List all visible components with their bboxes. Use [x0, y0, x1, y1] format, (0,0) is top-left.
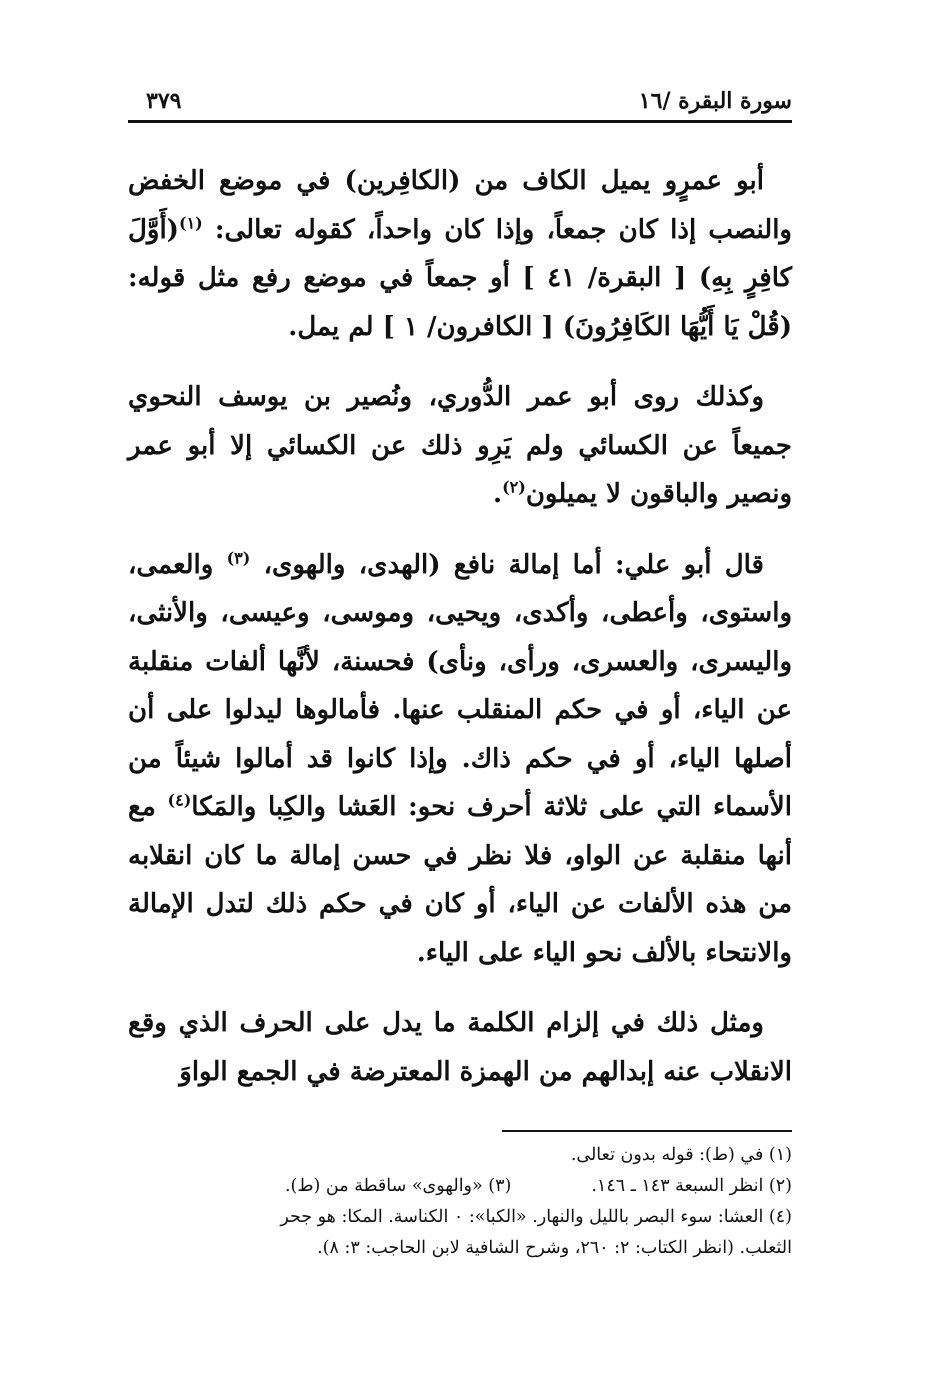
main-text — [128, 157, 792, 1096]
paragraph-3 — [128, 541, 792, 978]
text-segment: (أَوَّلَ كافِرٍ بِهِ) [ البقرة/ ٤١ ] أو جمعاً في موضع رفع مثل قوله: (قُلْ يَا أَيُّهَا الكَافِرُونَ) [ الكافرون/ ١ ] لم يمل. — [128, 214, 793, 342]
footnote-1: (١) في (ط): قوله بدون تعالى. — [570, 1145, 792, 1165]
text-segment: أبو عمرٍو يميل الكاف من (الكافِرين) في موضع الخفض والنصب إذا كان جمعاً، وإذا كان واحداً، كقوله تعالى: — [128, 166, 792, 245]
paragraph-4 — [128, 999, 792, 1096]
footnote-ref-2: (٢) — [502, 477, 526, 497]
paragraph-1 — [128, 157, 792, 351]
paragraph-2 — [128, 373, 792, 519]
text-segment: مع أنها منقلبة عن الواو، فلا نظر في حسن إمالة ما كان انقلابه من هذه الألفات عن الياء، أو كان في حكم ذلك لتدل الإمالة والانتحاء بالألف نحو الياء على الياء. — [128, 792, 792, 968]
text-segment: والعمى، واستوى، وأعطى، وأكدى، ويحيى، وموسى، وعيسى، والأنثى، واليسرى، والعسرى، ورأى، ونأى) فحسنة، لأنَّها ألفات منقلبة عن الياء، أو في حكم المنقلب عنها. فأمالوها ليدلوا على أن أصلها الياء، أو في حكم ذاك. وإذا كانوا قد أمالوا شيئاً من الأسماء التي على ثلاثة أحرف نحو: العَشا والكِبا والمَكا — [128, 549, 792, 822]
footnote-divider — [502, 1130, 792, 1132]
footnote-2: (٢) انظر السبعة ١٤٣ ـ ١٤٦. — [591, 1176, 792, 1196]
text-segment: ومثل ذلك في إلزام الكلمة ما يدل على الحرف الذي وقع الانقلاب عنه إبدالهم من الهمزة المعترضة في الجمع الواوَ — [128, 1008, 792, 1087]
chapter-title: سورة البقرة /١٦ — [638, 88, 792, 114]
text-segment: وكذلك روى أبو عمر الدُّوري، ونُصير بن يوسف النحوي جميعاً عن الكسائي ولم يَرِو ذلك عن الكسائي إلا أبو عمر ونصير والباقون لا يميلون — [128, 382, 792, 509]
footnote-row — [128, 1171, 792, 1202]
footnote-ref-4: (٤) — [167, 790, 192, 810]
footnote-3: (٣) «والهوى» ساقطة من (ط). — [284, 1176, 512, 1196]
footnote-ref-1: (١) — [178, 212, 203, 232]
page-number: ٣٧٩ — [146, 88, 182, 114]
text-segment: قال أبو علي: أما إمالة نافع (الهدى، والهوى، — [250, 549, 764, 580]
running-header — [128, 84, 792, 123]
footnotes — [128, 1140, 792, 1264]
text-segment: . — [493, 479, 503, 509]
book-page — [128, 84, 792, 1284]
footnote-4-line-2: الثعلب. (انظر الكتاب: ٢: ٢٦٠، وشرح الشافية لابن الحاجب: ٣: ٨). — [317, 1238, 792, 1258]
footnote-4-line-1: (٤) العشا: سوء البصر بالليل والنهار. «الكبا»: ٠ الكناسة. المكا: هو جحر — [280, 1207, 792, 1227]
footnote-ref-3: (٣) — [226, 547, 251, 567]
